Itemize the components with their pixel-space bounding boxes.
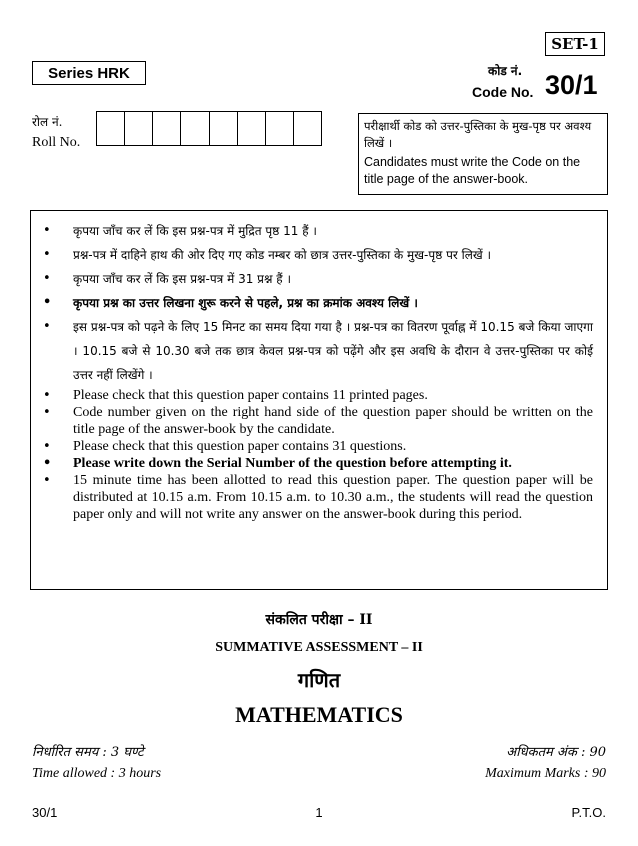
code-label-hindi: कोड नं. [488, 64, 523, 78]
footer-pto: P.T.O. [571, 805, 606, 820]
instruction-text: Please write down the Serial Number of the question before attempting it. [73, 456, 512, 471]
instruction-text: 15 minute time has been allotted to read this question paper. The question paper will be distributed at 10.15 a.m. From 10.15 a.m. to 10.30 a.m., the students will read the question paper only and will not write any answer on the answer-book during this period. [73, 473, 593, 522]
bullet-icon: • [43, 439, 51, 454]
exam-title-hindi: संकलित परीक्षा – II [265, 612, 373, 628]
bullet-icon: • [43, 247, 51, 262]
time-allowed-english: Time allowed : 3 hours [32, 766, 162, 781]
time-allowed-hindi: निर्धारित समय : 3 घण्टे [32, 745, 144, 760]
roll-digit-cell[interactable] [125, 112, 153, 145]
code-number: 30/1 [545, 70, 598, 100]
instruction-text: Please check that this question paper contains 31 questions. [73, 439, 407, 454]
instruction-text: कृपया जाँच कर लें कि इस प्रश्न-पत्र में 31 प्रश्न हैं । [73, 272, 292, 286]
instruction-item [41, 315, 593, 387]
series-label: Series HRK [32, 61, 146, 85]
instruction-text: Please check that this question paper contains 11 printed pages. [73, 388, 428, 403]
roll-digit-cell[interactable] [97, 112, 125, 145]
max-marks-hindi: अधिकतम अंक : 90 [506, 745, 606, 760]
roll-digit-cell[interactable] [238, 112, 266, 145]
instruction-item [41, 455, 593, 472]
instruction-text: प्रश्न-पत्र में दाहिने हाथ की ओर दिए गए कोड नम्बर को छात्र उत्तर-पुस्तिका के मुख-पृष्ठ पर लिखें । [73, 248, 492, 262]
instruction-item [41, 291, 593, 315]
roll-digit-cell[interactable] [210, 112, 238, 145]
code-label-english: Code No. [472, 84, 534, 100]
roll-digit-cell[interactable] [181, 112, 209, 145]
instruction-item [41, 472, 593, 523]
bullet-icon: • [43, 388, 51, 403]
bullet-icon: • [43, 223, 51, 238]
roll-label-hindi: रोल नं. [32, 115, 63, 129]
candidate-note-english: Candidates must write the Code on the title page of the answer-book. [364, 155, 581, 186]
instruction-item [41, 267, 593, 291]
instruction-item [41, 404, 593, 438]
bullet-icon: • [43, 473, 51, 488]
bullet-icon: • [43, 405, 51, 420]
instruction-text: इस प्रश्न-पत्र को पढ़ने के लिए 15 मिनट का समय दिया गया है । प्रश्न-पत्र का वितरण पूर्वाह्न में 10.15 बजे किया जाएगा । 10.15 बजे से 10.30 बजे तक छात्र केवल प्रश्न-पत्र को पढ़ेंगे और इस अवधि के दौरान वे उत्तर-पुस्तिका पर कोई उत्तर नहीं लिखेंगे । [73, 320, 593, 382]
instruction-text: कृपया जाँच कर लें कि इस प्रश्न-पत्र में मुद्रित पृष्ठ 11 हैं । [73, 224, 317, 238]
instruction-item [41, 219, 593, 243]
bullet-icon: • [43, 295, 52, 310]
page-number: 1 [315, 805, 323, 820]
instructions-list [41, 219, 593, 523]
bullet-icon: • [43, 271, 51, 286]
roll-digit-cell[interactable] [266, 112, 294, 145]
bullet-icon: • [43, 456, 52, 471]
instruction-item [41, 387, 593, 404]
instruction-text: कृपया प्रश्न का उत्तर लिखना शुरू करने से पहले, प्रश्न का क्रमांक अवश्य लिखें । [73, 296, 418, 310]
subject-title-hindi: गणित [297, 668, 341, 692]
instruction-item [41, 243, 593, 267]
candidate-note-box [358, 113, 608, 195]
footer-code: 30/1 [32, 805, 58, 820]
roll-digit-cell[interactable] [294, 112, 321, 145]
instructions-box [30, 210, 608, 590]
bullet-icon: • [43, 319, 51, 334]
candidate-note-hindi: परीक्षार्थी कोड को उत्तर-पुस्तिका के मुख-पृष्ठ पर अवश्य लिखें । [364, 119, 592, 150]
subject-title-english: MATHEMATICS [235, 702, 403, 727]
set-label: SET-1 [545, 32, 605, 56]
exam-title-english: SUMMATIVE ASSESSMENT – II [215, 640, 423, 655]
instruction-item [41, 438, 593, 455]
roll-label-english: Roll No. [32, 135, 81, 150]
instruction-text: Code number given on the right hand side of the question paper should be written on the title page of the answer-book by the candidate. [73, 405, 593, 437]
roll-digit-cell[interactable] [153, 112, 181, 145]
max-marks-english: Maximum Marks : 90 [485, 766, 606, 781]
roll-number-boxes[interactable] [96, 111, 322, 146]
